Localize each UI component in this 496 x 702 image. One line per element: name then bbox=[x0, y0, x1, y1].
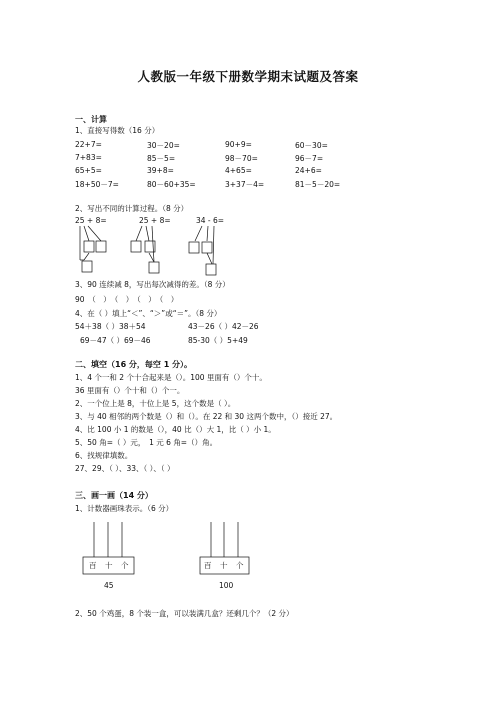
abacus-1-number: 45 bbox=[104, 581, 114, 590]
s2-line: 4、比 100 小 1 的数是（），40 比（）大 1，比（ ）小 1。 bbox=[75, 425, 276, 434]
q1-cell: 39+8= bbox=[147, 166, 174, 175]
connector-line bbox=[84, 253, 89, 260]
connector-line bbox=[136, 226, 142, 241]
s2-line: 36 里面有（）个十和（）个一。 bbox=[75, 386, 185, 395]
q4-label: 4、在（ ）填上“＜”、“＞”或“＝”。（8 分） bbox=[75, 309, 222, 318]
section3-heading: 三、画一画（14 分） bbox=[75, 491, 153, 500]
q1-cell: 60－30= bbox=[295, 141, 328, 150]
connector-line bbox=[88, 226, 101, 241]
s2-line: 3、与 40 相邻的两个数是（）和（）。在 22 和 30 这两个数中，（）接近 27。 bbox=[75, 412, 338, 421]
q1-cell: 7+83= bbox=[75, 153, 102, 162]
answer-box[interactable] bbox=[131, 241, 141, 252]
s2-line: 1、4 个一和 2 个十合起来是（）。100 里面有（）个十。 bbox=[75, 373, 267, 382]
answer-box[interactable] bbox=[206, 264, 216, 275]
q2-expr-3: 34 - 6= bbox=[196, 216, 225, 225]
answer-box[interactable] bbox=[96, 241, 106, 252]
q1-cell: 81－5－20= bbox=[295, 180, 341, 189]
answer-box[interactable] bbox=[149, 262, 159, 273]
q1-cell: 65+5= bbox=[75, 166, 102, 175]
q4-item: 43－26（ ）42－26 bbox=[188, 322, 259, 331]
connector-line bbox=[213, 226, 214, 264]
q2-expr-2: 25 + 8= bbox=[139, 216, 171, 225]
q3-label: 3、90 连续减 8，写出每次减得的差。（8 分） bbox=[75, 280, 230, 289]
q1-cell: 96－7= bbox=[295, 154, 324, 163]
q1-cell: 80－60+35= bbox=[147, 180, 196, 189]
s2-line: 5、50 角=（ ）元， 1 元 6 角=（）角。 bbox=[75, 438, 218, 447]
answer-box[interactable] bbox=[82, 261, 92, 272]
s3-q1-label: 1、计数器画珠表示。（6 分） bbox=[75, 504, 174, 513]
s2-line: 2、一个位上是 8，十位上是 5，这个数是（ ）。 bbox=[75, 399, 236, 408]
connector-line bbox=[195, 226, 202, 241]
connector-line bbox=[207, 253, 212, 264]
q2-label: 2、写出不同的计算过程。（8 分） bbox=[75, 204, 189, 213]
q1-cell: 3+37－4= bbox=[225, 180, 265, 189]
q1-cell: 22+7= bbox=[75, 140, 102, 149]
connector-line bbox=[84, 226, 89, 241]
q1-cell: 90+9= bbox=[225, 140, 252, 149]
s2-line: 27、29、（ ）、33、（ ）、（ ） bbox=[75, 464, 175, 473]
q1-label: 1、直接写得数（16 分） bbox=[75, 126, 160, 135]
answer-box[interactable] bbox=[202, 242, 212, 253]
q2-expr-1: 25 + 8= bbox=[75, 216, 107, 225]
q4-item: 85-30（ ）5+49 bbox=[188, 336, 248, 345]
q1-cell: 4+65= bbox=[225, 166, 252, 175]
page-title: 人教版一年级下册数学期末试题及答案 bbox=[137, 69, 359, 84]
q4-item: 54＋38（ ）38＋54 bbox=[75, 322, 146, 331]
section2-heading: 二、填空（16 分，每空 1 分）。 bbox=[75, 360, 193, 369]
q4-item: 69－47（ ）69－46 bbox=[80, 336, 151, 345]
abacus-1-place-labels: 百 十 个 bbox=[89, 561, 129, 570]
connector-line bbox=[152, 226, 154, 262]
q1-cell: 30－20= bbox=[147, 141, 180, 150]
q1-cell: 85－5= bbox=[147, 154, 176, 163]
q3-answer-line: 90 （ ） （ ） （ ） （ ） bbox=[75, 295, 179, 304]
abacus-2-number: 100 bbox=[219, 581, 234, 590]
q1-cell: 24+6= bbox=[295, 166, 322, 175]
answer-box[interactable] bbox=[84, 241, 94, 252]
connector-line bbox=[146, 226, 149, 241]
s3-q2-label: 2、50 个鸡蛋，8 个装一盒，可以装满几盒？还剩几个？（2 分） bbox=[75, 609, 294, 618]
q1-cell: 98－70= bbox=[225, 154, 258, 163]
s2-line: 6、找规律填数。 bbox=[75, 451, 133, 460]
connector-line bbox=[207, 226, 208, 241]
answer-box[interactable] bbox=[189, 242, 199, 253]
abacus-2-place-labels: 百 十 个 bbox=[204, 561, 244, 570]
q1-cell: 18+50－7= bbox=[75, 180, 119, 189]
section1-heading: 一、计算 bbox=[75, 115, 107, 124]
